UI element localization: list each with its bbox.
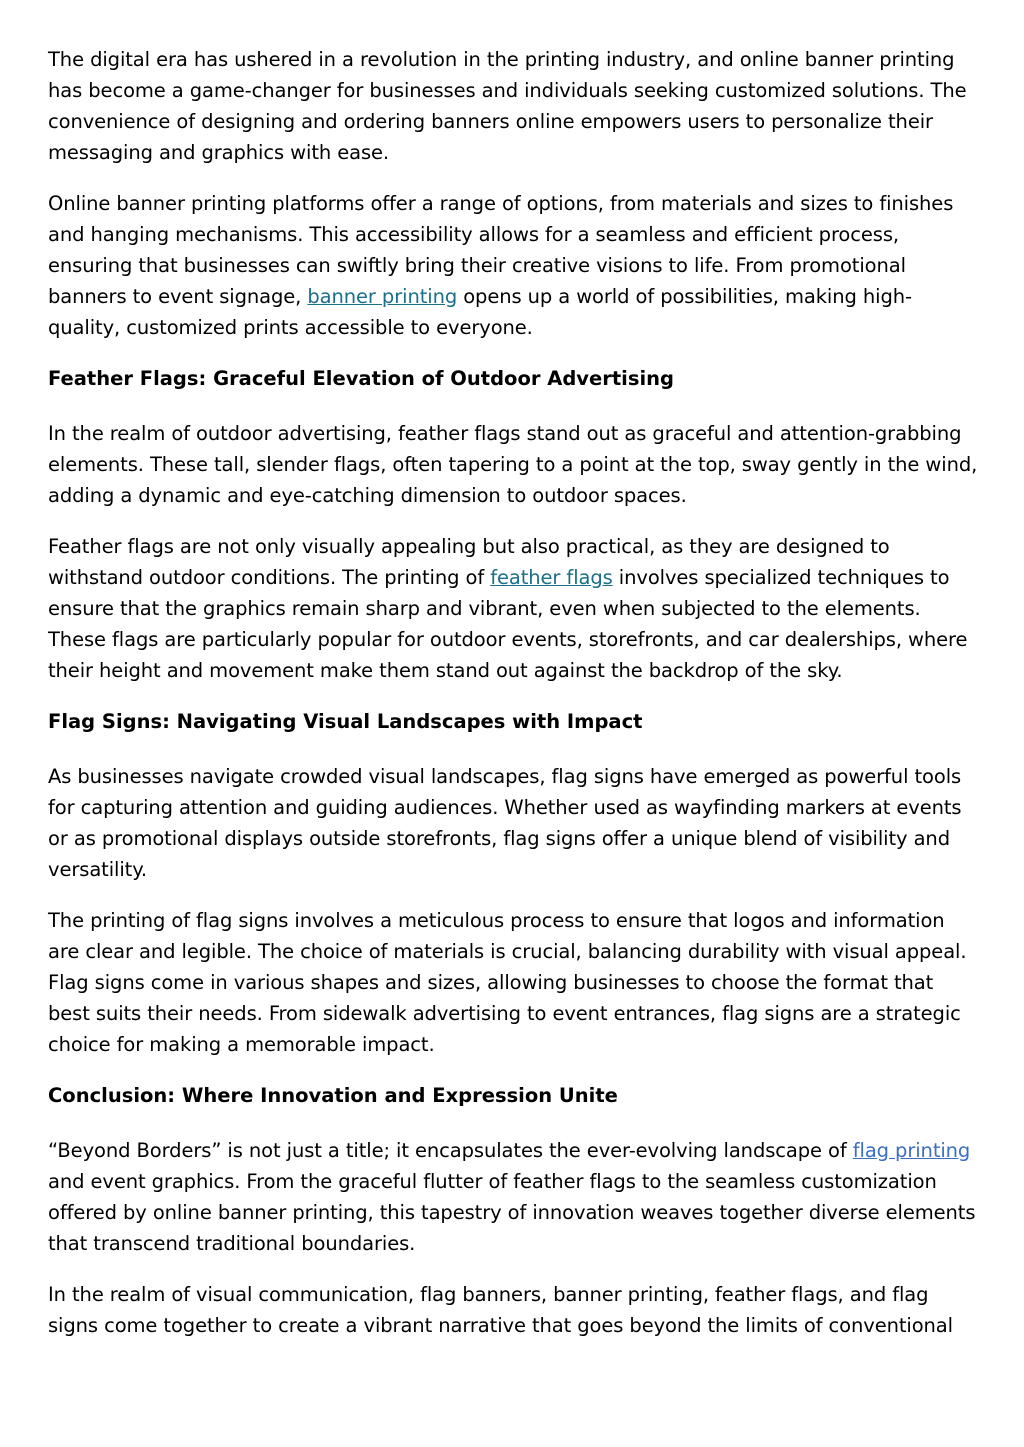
article-body: [48, 44, 978, 1361]
paragraph-text: and event graphics. From the graceful flutter of feather flags to the seamless customization offered by online banner printing, this tapestry of innovation weaves together diverse elements that transcend traditional boundaries.: [48, 1170, 976, 1255]
paragraph-text: Online banner printing platforms offer a range of options, from materials and sizes to finishes and hanging mechanisms. This accessibility allows for a seamless and efficient process, ensuring that businesses can swiftly bring their creative visions to life. From promotional banners to event signage,: [48, 192, 954, 308]
paragraph-feather-practical: [48, 531, 978, 686]
paragraph-conclusion: [48, 1135, 978, 1259]
paragraph-text: involves specialized techniques to ensure that the graphics remain sharp and vibrant, even when subjected to the elements. These flags are particularly popular for outdoor events, storefronts, and car dealerships, where their height and movement make them stand out against the backdrop of the sky.: [48, 566, 968, 682]
paragraph-online-banner: [48, 188, 978, 343]
paragraph-text: Feather flags are not only visually appealing but also practical, as they are designed to withstand outdoor conditions. The printing of: [48, 535, 890, 589]
paragraph-flag-signs-printing: The printing of flag signs involves a meticulous process to ensure that logos and information are clear and legible. The choice of materials is crucial, balancing durability with visual appeal. Flag signs come in various shapes and sizes, allowing businesses to choose the format that best suits their needs. From sidewalk advertising to event entrances, flag signs are a strategic choice for making a memorable impact.: [48, 909, 967, 1056]
paragraph-flag-signs-intro: As businesses navigate crowded visual landscapes, flag signs have emerged as powerful tools for capturing attention and guiding audiences. Whether used as wayfinding markers at events or as promotional displays outside storefronts, flag signs offer a unique blend of visibility and versatility.: [48, 765, 962, 881]
paragraph-closing: In the realm of visual communication, flag banners, banner printing, feather flags, and flag signs come together to create a vibrant narrative that goes beyond the limits of conventional: [48, 1283, 953, 1337]
paragraph-intro: The digital era has ushered in a revolution in the printing industry, and online banner printing has become a game-changer for businesses and individuals seeking customized solutions. The convenience of designing and ordering banners online empowers users to personalize their messaging and graphics with ease.: [48, 48, 967, 164]
flag-printing-link[interactable]: flag printing: [852, 1139, 971, 1162]
feather-flags-link[interactable]: feather flags: [490, 566, 613, 589]
heading-feather-flags: Feather Flags: Graceful Elevation of Outdoor Advertising: [48, 367, 674, 390]
paragraph-text: “Beyond Borders” is not just a title; it encapsulates the ever-evolving landscape of: [48, 1139, 853, 1162]
heading-conclusion: Conclusion: Where Innovation and Expression Unite: [48, 1084, 618, 1107]
paragraph-feather-intro: In the realm of outdoor advertising, feather flags stand out as graceful and attention-grabbing elements. These tall, slender flags, often tapering to a point at the top, sway gently in the wind, adding a dynamic and eye-catching dimension to outdoor spaces.: [48, 422, 978, 507]
paragraph-text: opens up a world of possibilities, making high-quality, customized prints accessible to everyone.: [48, 285, 912, 339]
banner-printing-link[interactable]: banner printing: [307, 285, 458, 308]
heading-flag-signs: Flag Signs: Navigating Visual Landscapes with Impact: [48, 710, 643, 733]
